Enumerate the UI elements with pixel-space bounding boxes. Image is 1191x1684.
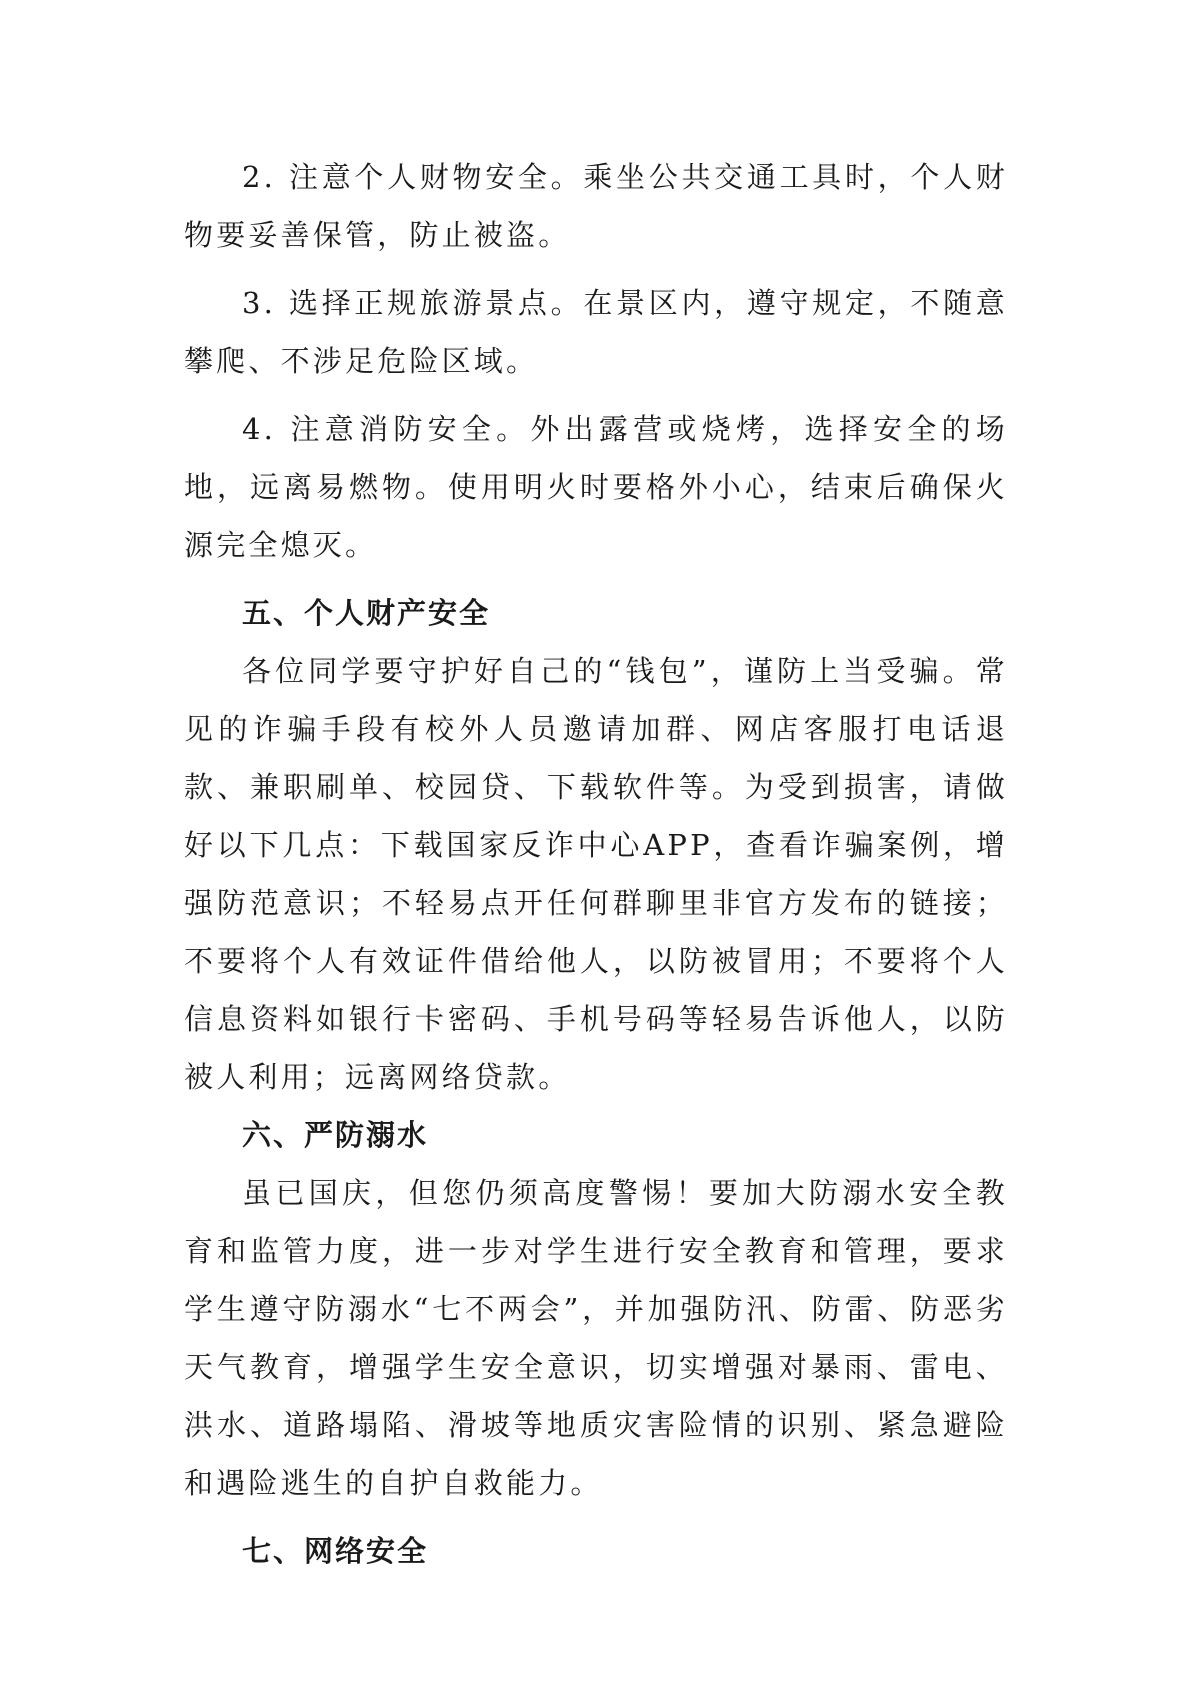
paragraph-gap (184, 390, 1008, 400)
paragraph-gap (184, 264, 1008, 274)
paragraph-fraud-prevention: 各位同学要守护好自己的“钱包”，谨防上当受骗。常见的诈骗手段有校外人员邀请加群、网店客服打电话退款、兼职刷单、校园贷、下载软件等。为受到损害，请做好以下几点：下载国家反诈中心APP，查看诈骗案例，增强防范意识；不轻易点开任何群聊里非官方发布的链接；不要将个人有效证件借给他人，以防被冒用；不要将个人信息资料如银行卡密码、手机号码等轻易告诉他人，以防被人利用；远离网络贷款。 (184, 654, 1008, 1094)
paragraph-tourist-sites: 3. 选择正规旅游景点。在景区内，遵守规定，不随意攀爬、不涉足危险区域。 (184, 286, 1008, 378)
paragraph-gap (184, 1512, 1008, 1522)
section-heading-drowning: 六、严防溺水 (242, 1118, 429, 1152)
section-heading-network-safety: 七、网络安全 (242, 1534, 429, 1568)
paragraph-property-safety: 2. 注意个人财物安全。乘坐公共交通工具时，个人财物要妥善保管，防止被盗。 (184, 160, 1008, 252)
paragraph-gap (184, 574, 1008, 584)
document-body (184, 148, 1008, 1580)
section-heading-personal-property: 五、个人财产安全 (242, 596, 491, 630)
paragraph-fire-safety: 4. 注意消防安全。外出露营或烧烤，选择安全的场地，远离易燃物。使用明火时要格外小心，结束后确保火源完全熄灭。 (184, 412, 1008, 562)
paragraph-drowning-prevention: 虽已国庆，但您仍须高度警惕！要加大防溺水安全教育和监管力度，进一步对学生进行安全教育和管理，要求学生遵守防溺水“七不两会”，并加强防汛、防雷、防恶劣天气教育，增强学生安全意识，切实增强对暴雨、雷电、洪水、道路塌陷、滑坡等地质灾害险情的识别、紧急避险和遇险逃生的自护自救能力。 (184, 1176, 1008, 1500)
